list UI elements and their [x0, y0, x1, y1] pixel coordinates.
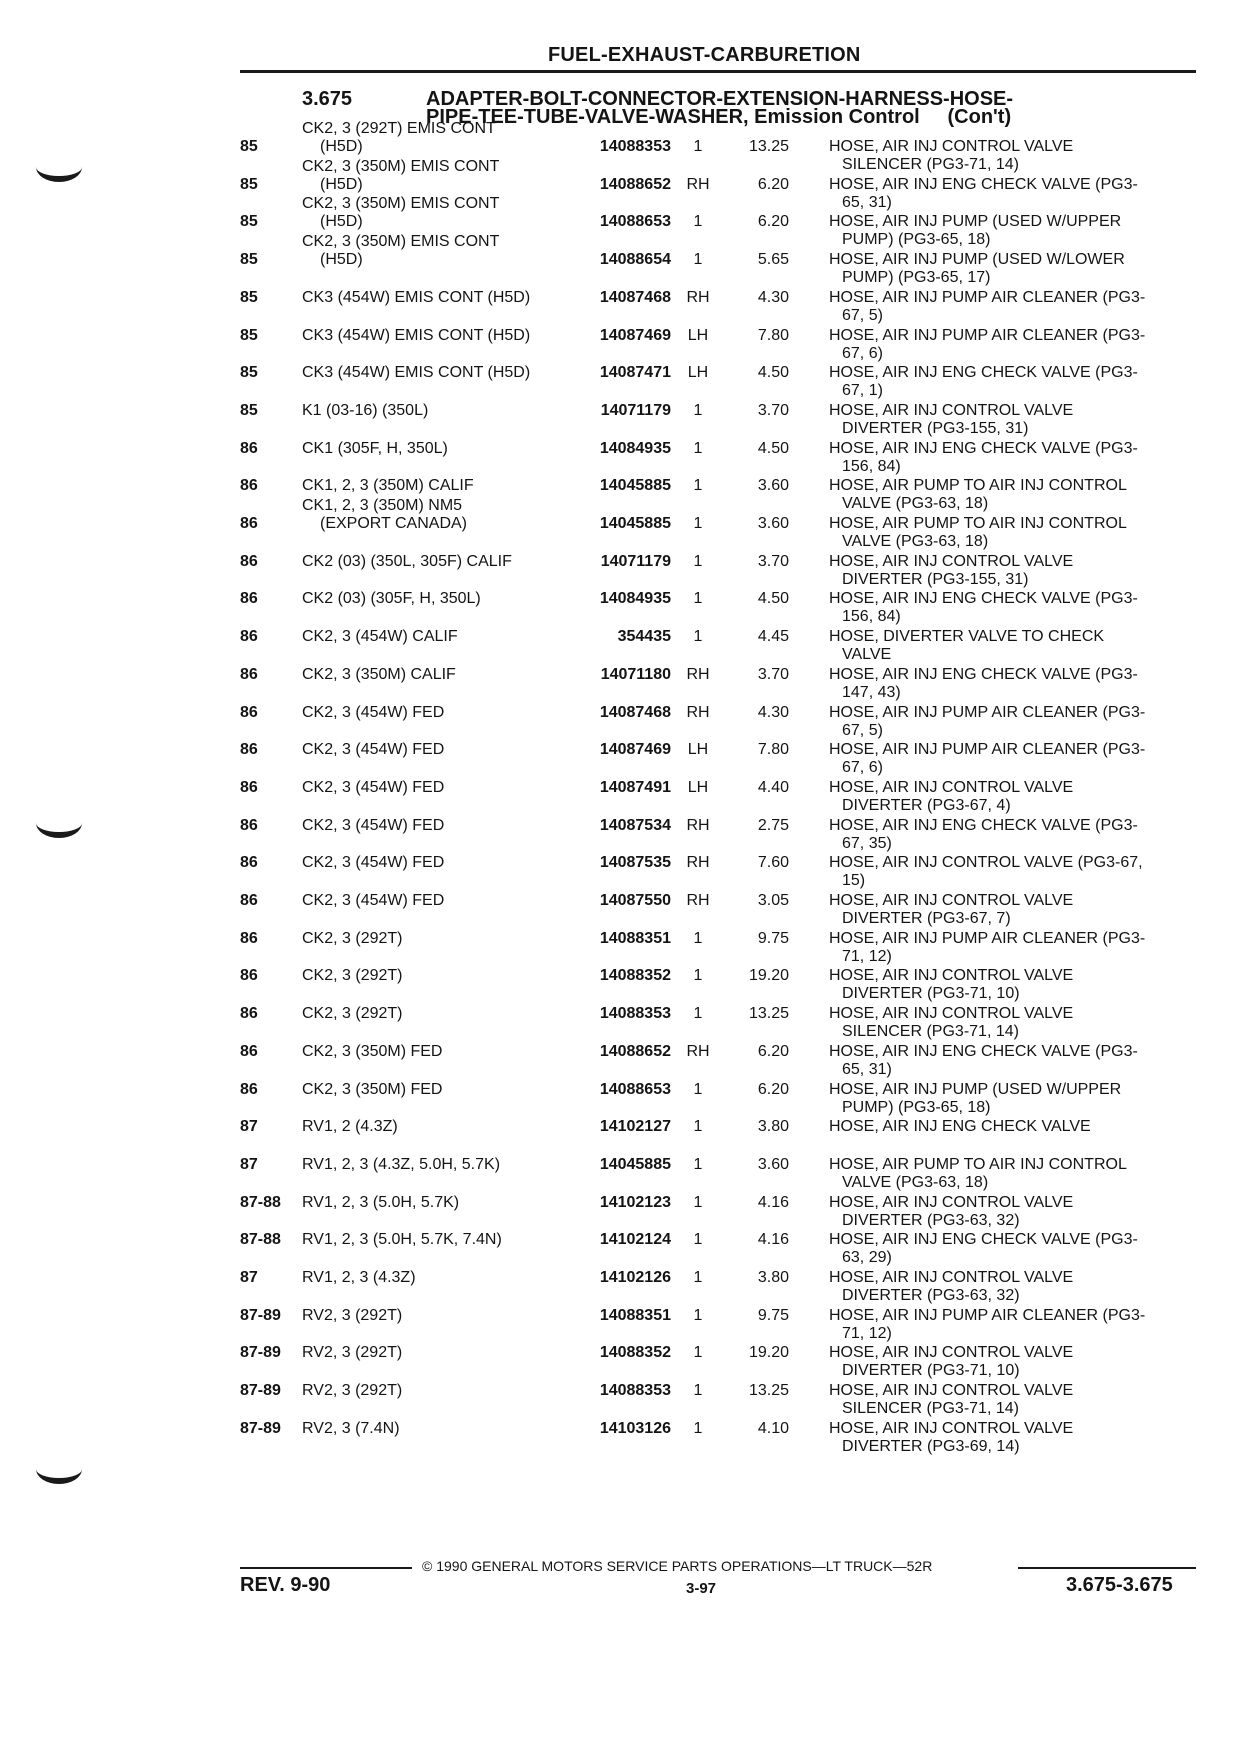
quantity-cell: 1 [693, 1306, 703, 1324]
description-cell-line2: VALVE (PG3-63, 18) [842, 1173, 989, 1191]
part-number-cell: 14071179 [600, 401, 671, 419]
part-number-cell: 14088653 [599, 1080, 671, 1098]
parts-row [0, 1118, 1249, 1154]
quantity-cell: 1 [693, 1344, 703, 1362]
model-cell: CK2, 3 (454W) FED [302, 741, 445, 759]
year-cell: 85 [240, 175, 258, 193]
price-cell: 3.80 [757, 1118, 789, 1136]
description-cell: HOSE, AIR INJ PUMP (USED W/LOWER [829, 251, 1125, 269]
section-title-line2: PIPE-TEE-TUBE-VALVE-WASHER, Emission Control (Con't) [426, 106, 1012, 128]
quantity-cell: LH [687, 364, 709, 382]
year-cell: 86 [240, 816, 258, 834]
description-cell-line2: VALVE (PG3-63, 18) [842, 495, 989, 513]
year-cell: 86 [240, 628, 258, 646]
model-cell: CK2, 3 (454W) CALIF [302, 628, 458, 646]
description-cell-line2: VALVE [842, 646, 892, 664]
price-cell: 3.60 [757, 515, 789, 532]
model-cell: CK2, 3 (292T) EMIS CONT [302, 120, 496, 137]
description-cell: HOSE, AIR INJ CONTROL VALVE [829, 778, 1074, 796]
parts-row [0, 930, 1249, 966]
footer-rule [1018, 1567, 1196, 1569]
parts-row [0, 402, 1249, 438]
model-cell: CK2, 3 (350M) EMIS CONT [302, 233, 500, 251]
model-cell: RV1, 2 (4.3Z) [302, 1118, 398, 1136]
footer-copyright: © 1990 GENERAL MOTORS SERVICE PARTS OPERATIONS—LT TRUCK—52R [422, 1558, 933, 1574]
part-number-cell: 14045885 [599, 477, 671, 495]
description-cell-line2: 67, 35) [842, 834, 892, 852]
part-number-cell: 14084935 [599, 590, 671, 608]
description-cell-line2: SILENCER (PG3-71, 14) [842, 156, 1019, 173]
description-cell: HOSE, AIR INJ ENG CHECK VALVE (PG3- [829, 364, 1138, 382]
description-cell: HOSE, AIR INJ CONTROL VALVE [829, 967, 1074, 985]
year-cell: 86 [240, 477, 258, 495]
description-cell: HOSE, AIR INJ CONTROL VALVE [829, 401, 1074, 419]
description-cell-line2: DIVERTER (PG3-63, 32) [842, 1287, 1020, 1304]
price-cell: 3.05 [757, 892, 789, 909]
description-cell-line2: PUMP) (PG3-65, 18) [842, 1098, 991, 1116]
model-cell: CK2 (03) (350L, 305F) CALIF [302, 552, 512, 570]
quantity-cell: 1 [693, 929, 703, 947]
model-cell: RV1, 2, 3 (5.0H, 5.7K) [302, 1193, 460, 1211]
part-number-cell: 14071180 [600, 665, 671, 683]
model-cell: CK2, 3 (350M) CALIF [302, 665, 456, 683]
price-cell: 3.70 [757, 552, 789, 570]
model-cell: RV1, 2, 3 (4.3Z, 5.0H, 5.7K) [302, 1155, 501, 1173]
model-cell: RV2, 3 (292T) [302, 1344, 403, 1362]
description-cell: HOSE, AIR INJ PUMP (USED W/UPPER [829, 213, 1122, 231]
year-cell: 86 [240, 1005, 258, 1023]
description-cell: HOSE, AIR INJ PUMP AIR CLEANER (PG3- [829, 288, 1146, 306]
parts-row [0, 327, 1249, 363]
price-cell: 7.60 [757, 854, 789, 872]
model-cell: CK2, 3 (454W) FED [302, 816, 445, 834]
price-cell: 6.20 [757, 1042, 789, 1060]
price-cell: 4.10 [757, 1419, 789, 1437]
year-cell: 85 [240, 401, 258, 419]
model-cell: CK2 (03) (305F, H, 350L) [302, 590, 481, 608]
description-cell-line2: DIVERTER (PG3-67, 4) [842, 796, 1011, 814]
description-cell: HOSE, AIR INJ CONTROL VALVE [829, 1344, 1074, 1362]
description-cell: HOSE, AIR INJ PUMP AIR CLEANER (PG3- [829, 703, 1146, 721]
page-title: FUEL-EXHAUST-CARBURETION [548, 44, 861, 66]
year-cell: 86 [240, 892, 258, 909]
part-number-cell: 14087491 [599, 778, 671, 796]
quantity-cell: RH [686, 703, 710, 721]
description-cell: HOSE, AIR INJ ENG CHECK VALVE (PG3- [829, 175, 1138, 193]
parts-row [0, 195, 1249, 249]
parts-row [0, 1307, 1249, 1343]
description-cell-line2: 71, 12) [842, 1324, 892, 1342]
quantity-cell: 1 [693, 1269, 703, 1286]
part-number-cell: 14087471 [599, 364, 671, 382]
part-number-cell: 14087534 [599, 816, 671, 834]
description-cell-line2: DIVERTER (PG3-67, 7) [842, 910, 1011, 927]
price-cell: 4.40 [757, 778, 789, 796]
parts-row [0, 854, 1249, 890]
price-cell: 6.20 [757, 213, 789, 231]
parts-row [0, 590, 1249, 626]
description-cell-line2: 67, 5) [842, 721, 883, 739]
description-cell-line2: 63, 29) [842, 1249, 892, 1267]
revision-label: REV. 9-90 [240, 1574, 331, 1596]
part-number-cell: 14088353 [599, 1382, 671, 1400]
part-number-cell: 14088352 [599, 967, 671, 985]
part-number-cell: 14071179 [600, 552, 671, 570]
price-cell: 4.50 [757, 364, 789, 382]
year-cell: 87 [240, 1118, 258, 1136]
description-cell: HOSE, AIR INJ CONTROL VALVE [829, 892, 1074, 909]
price-cell: 13.25 [748, 1382, 789, 1400]
year-cell: 85 [240, 364, 258, 382]
year-cell: 87-88 [240, 1193, 281, 1211]
description-cell: HOSE, AIR PUMP TO AIR INJ CONTROL [829, 515, 1127, 532]
year-cell: 86 [240, 439, 258, 457]
description-cell: HOSE, AIR INJ PUMP AIR CLEANER (PG3- [829, 741, 1146, 759]
price-cell: 4.45 [757, 628, 789, 646]
quantity-cell: 1 [693, 1080, 703, 1098]
quantity-cell: 1 [693, 1118, 703, 1136]
part-number-cell: 14087468 [599, 288, 671, 306]
description-cell: HOSE, AIR INJ PUMP AIR CLEANER (PG3- [829, 929, 1146, 947]
part-number-cell: 14088652 [599, 1042, 671, 1060]
part-number-cell: 14103126 [599, 1419, 671, 1437]
part-number-cell: 14045885 [599, 1155, 671, 1173]
price-cell: 4.30 [757, 288, 789, 306]
part-number-cell: 14088352 [599, 1344, 671, 1362]
price-cell: 4.50 [757, 439, 789, 457]
price-cell: 3.60 [757, 1155, 789, 1173]
parts-row [0, 666, 1249, 702]
description-cell: HOSE, AIR INJ ENG CHECK VALVE (PG3- [829, 816, 1138, 834]
model-cell: CK2, 3 (292T) [302, 967, 403, 985]
quantity-cell: 1 [693, 1155, 703, 1173]
parts-row [0, 1043, 1249, 1079]
year-cell: 86 [240, 590, 258, 608]
quantity-cell: 1 [693, 1419, 703, 1437]
description-cell: HOSE, DIVERTER VALVE TO CHECK [829, 628, 1105, 646]
description-cell: HOSE, AIR INJ ENG CHECK VALVE (PG3- [829, 665, 1138, 683]
part-number-cell: 14088351 [599, 929, 671, 947]
year-cell: 86 [240, 703, 258, 721]
parts-row [0, 1194, 1249, 1230]
quantity-cell: RH [686, 175, 710, 193]
part-number-cell: 354435 [617, 628, 671, 646]
price-cell: 3.70 [757, 665, 789, 683]
description-cell: HOSE, AIR INJ ENG CHECK VALVE (PG3- [829, 439, 1138, 457]
year-cell: 86 [240, 665, 258, 683]
model-cell: CK2, 3 (350M) FED [302, 1080, 443, 1098]
model-cell: RV1, 2, 3 (5.0H, 5.7K, 7.4N) [302, 1231, 502, 1249]
description-cell: HOSE, AIR PUMP TO AIR INJ CONTROL [829, 1155, 1127, 1173]
year-cell: 85 [240, 251, 258, 269]
parts-row [0, 440, 1249, 476]
model-cell: RV2, 3 (292T) [302, 1306, 403, 1324]
description-cell-line2: DIVERTER (PG3-155, 31) [842, 570, 1029, 588]
year-cell: 86 [240, 741, 258, 759]
quantity-cell: RH [686, 288, 710, 306]
parts-row [0, 1269, 1249, 1305]
part-number-cell: 14088353 [599, 138, 671, 155]
price-cell: 13.25 [748, 138, 789, 155]
model-cell: CK2, 3 (292T) [302, 1005, 403, 1023]
quantity-cell: 1 [693, 213, 703, 231]
quantity-cell: RH [686, 665, 710, 683]
description-cell: HOSE, AIR INJ CONTROL VALVE [829, 138, 1074, 155]
model-cell: CK1, 2, 3 (350M) NM5 [302, 497, 463, 514]
quantity-cell: 1 [693, 967, 703, 985]
quantity-cell: 1 [693, 251, 703, 269]
model-cell: CK2, 3 (454W) FED [302, 854, 445, 872]
description-cell-line2: 67, 5) [842, 306, 883, 324]
parts-row [0, 289, 1249, 325]
year-cell: 86 [240, 515, 258, 532]
model-cell: CK1, 2, 3 (350M) CALIF [302, 477, 474, 495]
price-cell: 6.20 [757, 175, 789, 193]
parts-row [0, 1420, 1249, 1456]
description-cell: HOSE, AIR INJ CONTROL VALVE [829, 1419, 1074, 1437]
parts-row [0, 477, 1249, 513]
parts-row [0, 779, 1249, 815]
description-cell-line2: DIVERTER (PG3-71, 10) [842, 1362, 1020, 1380]
parts-row [0, 1344, 1249, 1380]
model-cell: CK2, 3 (454W) FED [302, 892, 445, 909]
year-cell: 85 [240, 288, 258, 306]
parts-row [0, 553, 1249, 589]
parts-row [0, 628, 1249, 664]
model-cell: CK2, 3 (454W) FED [302, 703, 445, 721]
quantity-cell: LH [687, 741, 709, 759]
quantity-cell: 1 [693, 1231, 703, 1249]
part-number-cell: 14088654 [599, 251, 671, 269]
description-cell-line2: 67, 1) [842, 382, 883, 400]
quantity-cell: 1 [693, 477, 703, 495]
quantity-cell: 1 [693, 628, 703, 646]
year-cell: 86 [240, 929, 258, 947]
price-cell: 13.25 [748, 1005, 789, 1023]
model-cell: CK1 (305F, H, 350L) [302, 439, 448, 457]
description-cell-line2: SILENCER (PG3-71, 14) [842, 1023, 1019, 1041]
model-cell: CK2, 3 (350M) FED [302, 1042, 443, 1060]
description-cell: HOSE, AIR INJ CONTROL VALVE [829, 1005, 1074, 1023]
model-cell: CK3 (454W) EMIS CONT (H5D) [302, 364, 531, 382]
price-cell: 4.50 [757, 590, 789, 608]
price-cell: 9.75 [757, 929, 789, 947]
description-cell-line2: 156, 84) [842, 608, 901, 626]
part-number-cell: 14088652 [599, 175, 671, 193]
quantity-cell: 1 [693, 1005, 703, 1023]
description-cell: HOSE, AIR INJ PUMP AIR CLEANER (PG3- [829, 326, 1146, 344]
description-cell: HOSE, AIR INJ ENG CHECK VALVE (PG3- [829, 1231, 1138, 1249]
year-cell: 86 [240, 778, 258, 796]
description-cell-line2: DIVERTER (PG3-155, 31) [842, 419, 1029, 437]
model-cell: CK2, 3 (350M) EMIS CONT [302, 157, 500, 175]
quantity-cell: RH [686, 816, 710, 834]
parts-row [0, 967, 1249, 1003]
description-cell-line2: VALVE (PG3-63, 18) [842, 533, 989, 550]
description-cell: HOSE, AIR INJ CONTROL VALVE [829, 552, 1074, 570]
price-cell: 4.30 [757, 703, 789, 721]
model-cell-line2: (EXPORT CANADA) [320, 515, 467, 532]
parts-row [0, 1156, 1249, 1192]
price-cell: 5.65 [757, 251, 789, 269]
quantity-cell: RH [686, 892, 710, 909]
description-cell-line2: 156, 84) [842, 457, 901, 475]
model-cell-line2: (H5D) [320, 213, 363, 231]
quantity-cell: LH [687, 778, 709, 796]
year-cell: 85 [240, 326, 258, 344]
parts-row [0, 1005, 1249, 1041]
description-cell-line2: 65, 31) [842, 193, 892, 211]
description-cell: HOSE, AIR INJ CONTROL VALVE [829, 1382, 1074, 1400]
parts-row [0, 497, 1249, 551]
parts-row [0, 892, 1249, 928]
description-cell: HOSE, AIR INJ CONTROL VALVE [829, 1193, 1074, 1211]
year-cell: 87-89 [240, 1419, 281, 1437]
part-number-cell: 14087469 [599, 326, 671, 344]
model-cell: CK2, 3 (292T) [302, 929, 403, 947]
model-cell: RV2, 3 (7.4N) [302, 1419, 400, 1437]
description-cell: HOSE, AIR INJ PUMP (USED W/UPPER [829, 1080, 1122, 1098]
part-number-cell: 14102126 [599, 1269, 671, 1286]
year-cell: 87 [240, 1155, 258, 1173]
part-number-cell: 14087468 [599, 703, 671, 721]
price-cell: 3.70 [757, 401, 789, 419]
quantity-cell: 1 [693, 590, 703, 608]
description-cell-line2: 15) [842, 872, 866, 890]
part-number-cell: 14087550 [599, 892, 671, 909]
section-number: 3.675 [302, 88, 353, 110]
part-number-cell: 14088353 [599, 1005, 671, 1023]
price-cell: 7.80 [757, 741, 789, 759]
page-number: 3-97 [686, 1580, 717, 1597]
quantity-cell: 1 [693, 552, 703, 570]
model-cell-line2: (H5D) [320, 251, 363, 269]
parts-row [0, 817, 1249, 853]
year-cell: 85 [240, 213, 258, 231]
year-cell: 87-88 [240, 1231, 281, 1249]
part-number-cell: 14084935 [599, 439, 671, 457]
part-number-cell: 14102123 [599, 1193, 671, 1211]
description-cell-line2: PUMP) (PG3-65, 18) [842, 231, 991, 249]
year-cell: 87-89 [240, 1382, 281, 1400]
description-cell-line2: 71, 12) [842, 947, 892, 965]
model-cell: RV1, 2, 3 (4.3Z) [302, 1269, 416, 1286]
model-cell: K1 (03-16) (350L) [302, 401, 429, 419]
parts-row [0, 120, 1249, 174]
model-cell: CK3 (454W) EMIS CONT (H5D) [302, 326, 531, 344]
description-cell-line2: DIVERTER (PG3-71, 10) [842, 985, 1020, 1003]
description-cell-line2: SILENCER (PG3-71, 14) [842, 1400, 1019, 1418]
description-cell: HOSE, AIR INJ CONTROL VALVE (PG3-67, [829, 854, 1143, 872]
description-cell-line2: PUMP) (PG3-65, 17) [842, 269, 991, 287]
year-cell: 87-89 [240, 1344, 281, 1362]
parts-row [0, 1081, 1249, 1117]
description-cell-line2: 67, 6) [842, 759, 883, 777]
year-cell: 86 [240, 967, 258, 985]
year-cell: 87 [240, 1269, 258, 1286]
parts-row [0, 1382, 1249, 1418]
year-cell: 86 [240, 1042, 258, 1060]
model-cell: CK2, 3 (454W) FED [302, 778, 445, 796]
parts-row [0, 364, 1249, 400]
quantity-cell: 1 [693, 1193, 703, 1211]
description-cell-line2: 67, 6) [842, 344, 883, 362]
part-number-cell: 14088653 [599, 213, 671, 231]
price-cell: 6.20 [757, 1080, 789, 1098]
price-cell: 9.75 [757, 1306, 789, 1324]
section-range: 3.675-3.675 [1066, 1574, 1173, 1596]
quantity-cell: LH [687, 326, 709, 344]
model-cell: CK3 (454W) EMIS CONT (H5D) [302, 288, 531, 306]
price-cell: 4.16 [757, 1231, 789, 1249]
description-cell: HOSE, AIR INJ ENG CHECK VALVE (PG3- [829, 1042, 1138, 1060]
part-number-cell: 14102124 [599, 1231, 671, 1249]
description-cell-line2: 65, 31) [842, 1060, 892, 1078]
quantity-cell: 1 [693, 515, 703, 532]
model-cell-line2: (H5D) [320, 175, 363, 193]
parts-row [0, 704, 1249, 740]
parts-row [0, 1231, 1249, 1267]
price-cell: 3.60 [757, 477, 789, 495]
model-cell: RV2, 3 (292T) [302, 1382, 403, 1400]
quantity-cell: RH [686, 1042, 710, 1060]
description-cell: HOSE, AIR INJ ENG CHECK VALVE (PG3- [829, 590, 1138, 608]
description-cell: HOSE, AIR PUMP TO AIR INJ CONTROL [829, 477, 1127, 495]
quantity-cell: 1 [693, 439, 703, 457]
description-cell: HOSE, AIR INJ PUMP AIR CLEANER (PG3- [829, 1306, 1146, 1324]
parts-row [0, 741, 1249, 777]
part-number-cell: 14087469 [599, 741, 671, 759]
quantity-cell: 1 [693, 401, 703, 419]
model-cell: CK2, 3 (350M) EMIS CONT [302, 195, 500, 213]
quantity-cell: RH [686, 854, 710, 872]
quantity-cell: 1 [693, 1382, 703, 1400]
year-cell: 86 [240, 1080, 258, 1098]
footer-rule [240, 1567, 412, 1569]
part-number-cell: 14045885 [599, 515, 671, 532]
year-cell: 86 [240, 854, 258, 872]
year-cell: 87-89 [240, 1306, 281, 1324]
price-cell: 19.20 [748, 967, 789, 985]
section-title-line1: ADAPTER-BOLT-CONNECTOR-EXTENSION-HARNESS-HOSE- [426, 88, 1014, 110]
price-cell: 2.75 [757, 816, 789, 834]
description-cell-line2: DIVERTER (PG3-69, 14) [842, 1437, 1020, 1455]
description-cell-line2: DIVERTER (PG3-63, 32) [842, 1211, 1020, 1229]
description-cell: HOSE, AIR INJ ENG CHECK VALVE [829, 1118, 1091, 1136]
price-cell: 19.20 [748, 1344, 789, 1362]
quantity-cell: 1 [693, 138, 703, 155]
price-cell: 4.16 [757, 1193, 789, 1211]
model-cell-line2: (H5D) [320, 138, 363, 155]
description-cell: HOSE, AIR INJ CONTROL VALVE [829, 1269, 1074, 1286]
part-number-cell: 14088351 [599, 1306, 671, 1324]
year-cell: 85 [240, 138, 258, 155]
part-number-cell: 14102127 [599, 1118, 671, 1136]
part-number-cell: 14087535 [599, 854, 671, 872]
price-cell: 3.80 [757, 1269, 789, 1286]
price-cell: 7.80 [757, 326, 789, 344]
year-cell: 86 [240, 552, 258, 570]
description-cell-line2: 147, 43) [842, 683, 901, 701]
